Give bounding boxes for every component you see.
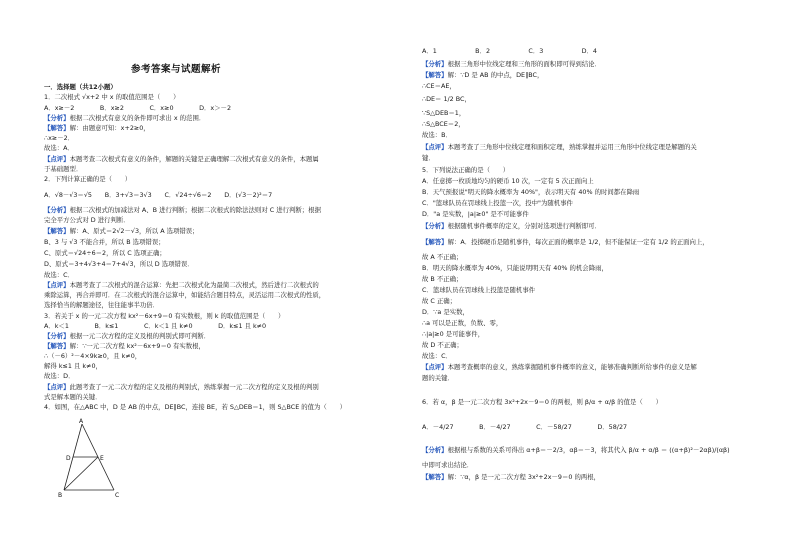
q5-c-verdict: 故 C 正确； xyxy=(422,297,457,305)
q2-solution-a: 【解答】解：A、原式＝2√2－√3，所以 A 选项错误； xyxy=(44,227,199,235)
q5-option-c: C．"篮球队员在罚球线上投篮一次，投中"为随机事件 xyxy=(422,199,573,207)
section-tag: 【解答】 xyxy=(422,71,448,79)
q3-step: ∴（－6）²－4×9k≥0，且 k≠0， xyxy=(44,352,142,360)
q5-option-a: A．任意掷一枚质地均匀的硬币 10 次，一定有 5 次正面向上 xyxy=(422,177,594,185)
q2-solution-d: D、原式＝3+4√3+4＝7+4√3，所以 D 选项错误． xyxy=(44,260,194,268)
page-title: 参考答案与试题解析 xyxy=(131,64,222,75)
q3-comment-cont: 式是解本题的关键． xyxy=(44,393,102,401)
q4-answer: 故选：B． xyxy=(422,131,452,139)
question-2: 2．下列计算正确的是（ ） xyxy=(44,175,132,183)
q4-analysis: 【分析】根据三角形中位线定理和三角形的面积即可得到结论． xyxy=(422,60,601,68)
section-tag: 【点评】 xyxy=(422,363,448,371)
section-tag: 【解答】 xyxy=(44,227,70,235)
q2-analysis: 【分析】根据二次根式的加减法对 A、B 进行判断；根据二次根式的除法法则对 C 进行判断；根据 xyxy=(44,206,321,214)
q5-solution-a: 【解答】解：A．投掷硬币是随机事件，每次正面的概率是 1/2，但不能保证一定有 1/2 的正面向上， xyxy=(422,238,709,246)
q5-option-b: B．天气预报说"明天的降水概率为 40%"，表示明天有 40% 的时间都在降雨 xyxy=(422,188,640,196)
label-B: B xyxy=(58,492,63,499)
q2-comment-end: 选择恰当的解题途径，往往能事半功倍． xyxy=(44,301,160,309)
section-tag: 【分析】 xyxy=(422,222,448,230)
label-D: D xyxy=(66,455,71,462)
q5-d-step2: ∴|a|≥0 是可能事件， xyxy=(422,330,485,338)
q6-solution: 【解答】解：∵α，β 是一元二次方程 3x²+2x－9＝0 的两根， xyxy=(422,473,601,481)
q2-comment-cont: 乘除运算，再合并即可．在二次根式的混合运算中，如能结合题目特点，灵活运用二次根式的性质， xyxy=(44,291,326,299)
q4-comment-cont: 键． xyxy=(422,154,435,162)
q1-comment-cont: 于基础题型． xyxy=(44,165,83,173)
q4-step-sdeb: ∵S△DEB＝1， xyxy=(422,109,466,117)
q3-answer: 故选：D． xyxy=(44,372,75,380)
q5-comment-cont: 题的关键． xyxy=(422,374,454,382)
section-tag: 【点评】 xyxy=(44,383,70,391)
q5-comment: 【点评】本题考查概率的意义，熟练掌握随机事件概率的意义，能够准确判断所给事件的意义是解 xyxy=(422,363,697,371)
section-tag: 【解答】 xyxy=(44,124,70,132)
q4-options: A．1 B．2 C．3 D．4 xyxy=(422,47,597,55)
q1-comment: 【点评】本题考查二次根式有意义的条件，解题的关键是正确理解二次根式有意义的条件，本题属 xyxy=(44,155,319,163)
q5-option-d: D．"a 是实数，|a|≥0" 是不可能事件 xyxy=(422,210,529,218)
q1-analysis: 【分析】根据二次根式有意义的条件即可求出 x 的范围． xyxy=(44,114,206,122)
section-tag: 【解答】 xyxy=(422,473,448,481)
q4-step-ce: ∴CE＝AE， xyxy=(422,82,456,90)
q6-analysis: 【分析】根据根与系数的关系可得出 α+β＝－2/3，αβ＝－3，将其代入 β/α + α/β ＝ ((α+β)²－2αβ)/(αβ) xyxy=(422,446,730,454)
q4-step-de: ∴DE＝ 1/2 BC， xyxy=(422,95,471,103)
q1-step: ∴x≥－2． xyxy=(44,134,75,142)
section-tag: 【分析】 xyxy=(44,206,70,214)
q1-answer: 故选：A． xyxy=(44,144,74,152)
q5-b-verdict: 故 B 不正确； xyxy=(422,275,463,283)
q4-solution: 【解答】解：∵D 是 AB 的中点，DE∥BC， xyxy=(422,71,544,79)
q5-answer: 故选：C． xyxy=(422,352,453,360)
section-tag: 【解答】 xyxy=(422,238,448,246)
question-4: 4．如图，在△ABC 中，D 是 AB 的中点，DE∥BC，连接 BE，若 S△DEB＝1，则 S△BCE 的值为（ ） xyxy=(44,403,346,411)
q5-solution-d: D．∵a 是实数， xyxy=(422,308,469,316)
section-tag: 【分析】 xyxy=(44,114,70,122)
q2-analysis-cont: 完全平方公式对 D 进行判断． xyxy=(44,216,130,224)
q3-options: A．k＜1 B．k≤1 C．k＜1 且 k≠0 D．k≤1 且 k≠0 xyxy=(44,322,267,330)
triangle-figure xyxy=(54,418,124,500)
section-tag: 【点评】 xyxy=(44,155,70,163)
q3-result: 解得 k≤1 且 k≠0， xyxy=(44,362,102,370)
section-tag: 【点评】 xyxy=(422,143,448,151)
q5-a-verdict: 故 A 不正确； xyxy=(422,253,463,261)
q5-analysis: 【分析】根据随机事件概率的定义，分别对选项进行判断即可． xyxy=(422,222,601,230)
q1-solution: 【解答】解：由题意可知：x+2≥0， xyxy=(44,124,150,132)
q2-options: A．√8－√3＝√5 B．3+√3＝3√3 C．√24÷√6＝2 D．(√3－2)²＝7 xyxy=(44,191,273,199)
section-tag: 【点评】 xyxy=(44,281,70,289)
section-tag: 【分析】 xyxy=(44,332,70,340)
q3-analysis: 【分析】根据一元二次方程的定义及根的判别式即可判断． xyxy=(44,332,211,340)
q6-options: A．－4/27 B．－4/27 C．－58/27 D．58/27 xyxy=(422,423,628,431)
q2-solution-b: B、3 与 √3 不能合并，所以 B 选项错误； xyxy=(44,238,165,246)
question-5: 5．下列说法正确的是（ ） xyxy=(422,166,510,174)
section-heading: 一．选择题（共12小题） xyxy=(44,83,117,91)
q3-comment: 【点评】此题考查了一元二次方程的定义及根的判别式，熟练掌握一元二次方程的定义及根的判别 xyxy=(44,383,319,391)
q2-answer: 故选：C． xyxy=(44,271,75,279)
q3-solution: 【解答】解：∵一元二次方程 kx²－6x+9＝0 有实数根， xyxy=(44,342,205,350)
question-3: 3．若关于 x 的一元二次方程 kx²－6x+9＝0 有实数根，则 k 的取值范围是（ ） xyxy=(44,312,285,320)
q5-solution-c: C．篮球队员在罚球线上投篮是随机事件 xyxy=(422,286,536,294)
section-tag: 【分析】 xyxy=(422,446,448,454)
question-1: 1．二次根式 √x+2 中 x 的取值范围是（ ） xyxy=(44,93,180,101)
question-6: 6．若 α，β 是一元二次方程 3x²+2x－9＝0 的两根，则 β/α + α/β 的值是（ ） xyxy=(422,398,662,406)
q6-analysis-cont: 中即可求出结论． xyxy=(422,461,474,469)
q4-step-sbce: ∴S△BCE＝2， xyxy=(422,120,465,128)
label-C: C xyxy=(115,492,120,499)
label-E: E xyxy=(100,455,104,462)
section-tag: 【分析】 xyxy=(422,60,448,68)
q2-solution-c: C、原式＝√24÷6＝2，所以 C 选项正确； xyxy=(44,249,166,257)
q5-d-verdict: 故 D 不正确； xyxy=(422,341,463,349)
q5-d-step: ∴a 可以是正数，负数、零， xyxy=(422,319,503,327)
q1-options: A．x≥－2 B．x≥2 C．x≥0 D．x＞－2 xyxy=(44,104,232,112)
q2-comment: 【点评】本题考查了二次根式的混合运算：先把二次根式化为最简二次根式，然后进行二次根式的 xyxy=(44,281,319,289)
label-A: A xyxy=(79,418,84,425)
section-tag: 【解答】 xyxy=(44,342,70,350)
q5-solution-b: B．明天的降水概率为 40%，只能说明明天有 40% 的机会降雨， xyxy=(422,264,608,272)
q4-comment: 【点评】本题考查了三角形中位线定理和面积定理，熟练掌握并运用三角形中位线定理是解题的关 xyxy=(422,143,697,151)
